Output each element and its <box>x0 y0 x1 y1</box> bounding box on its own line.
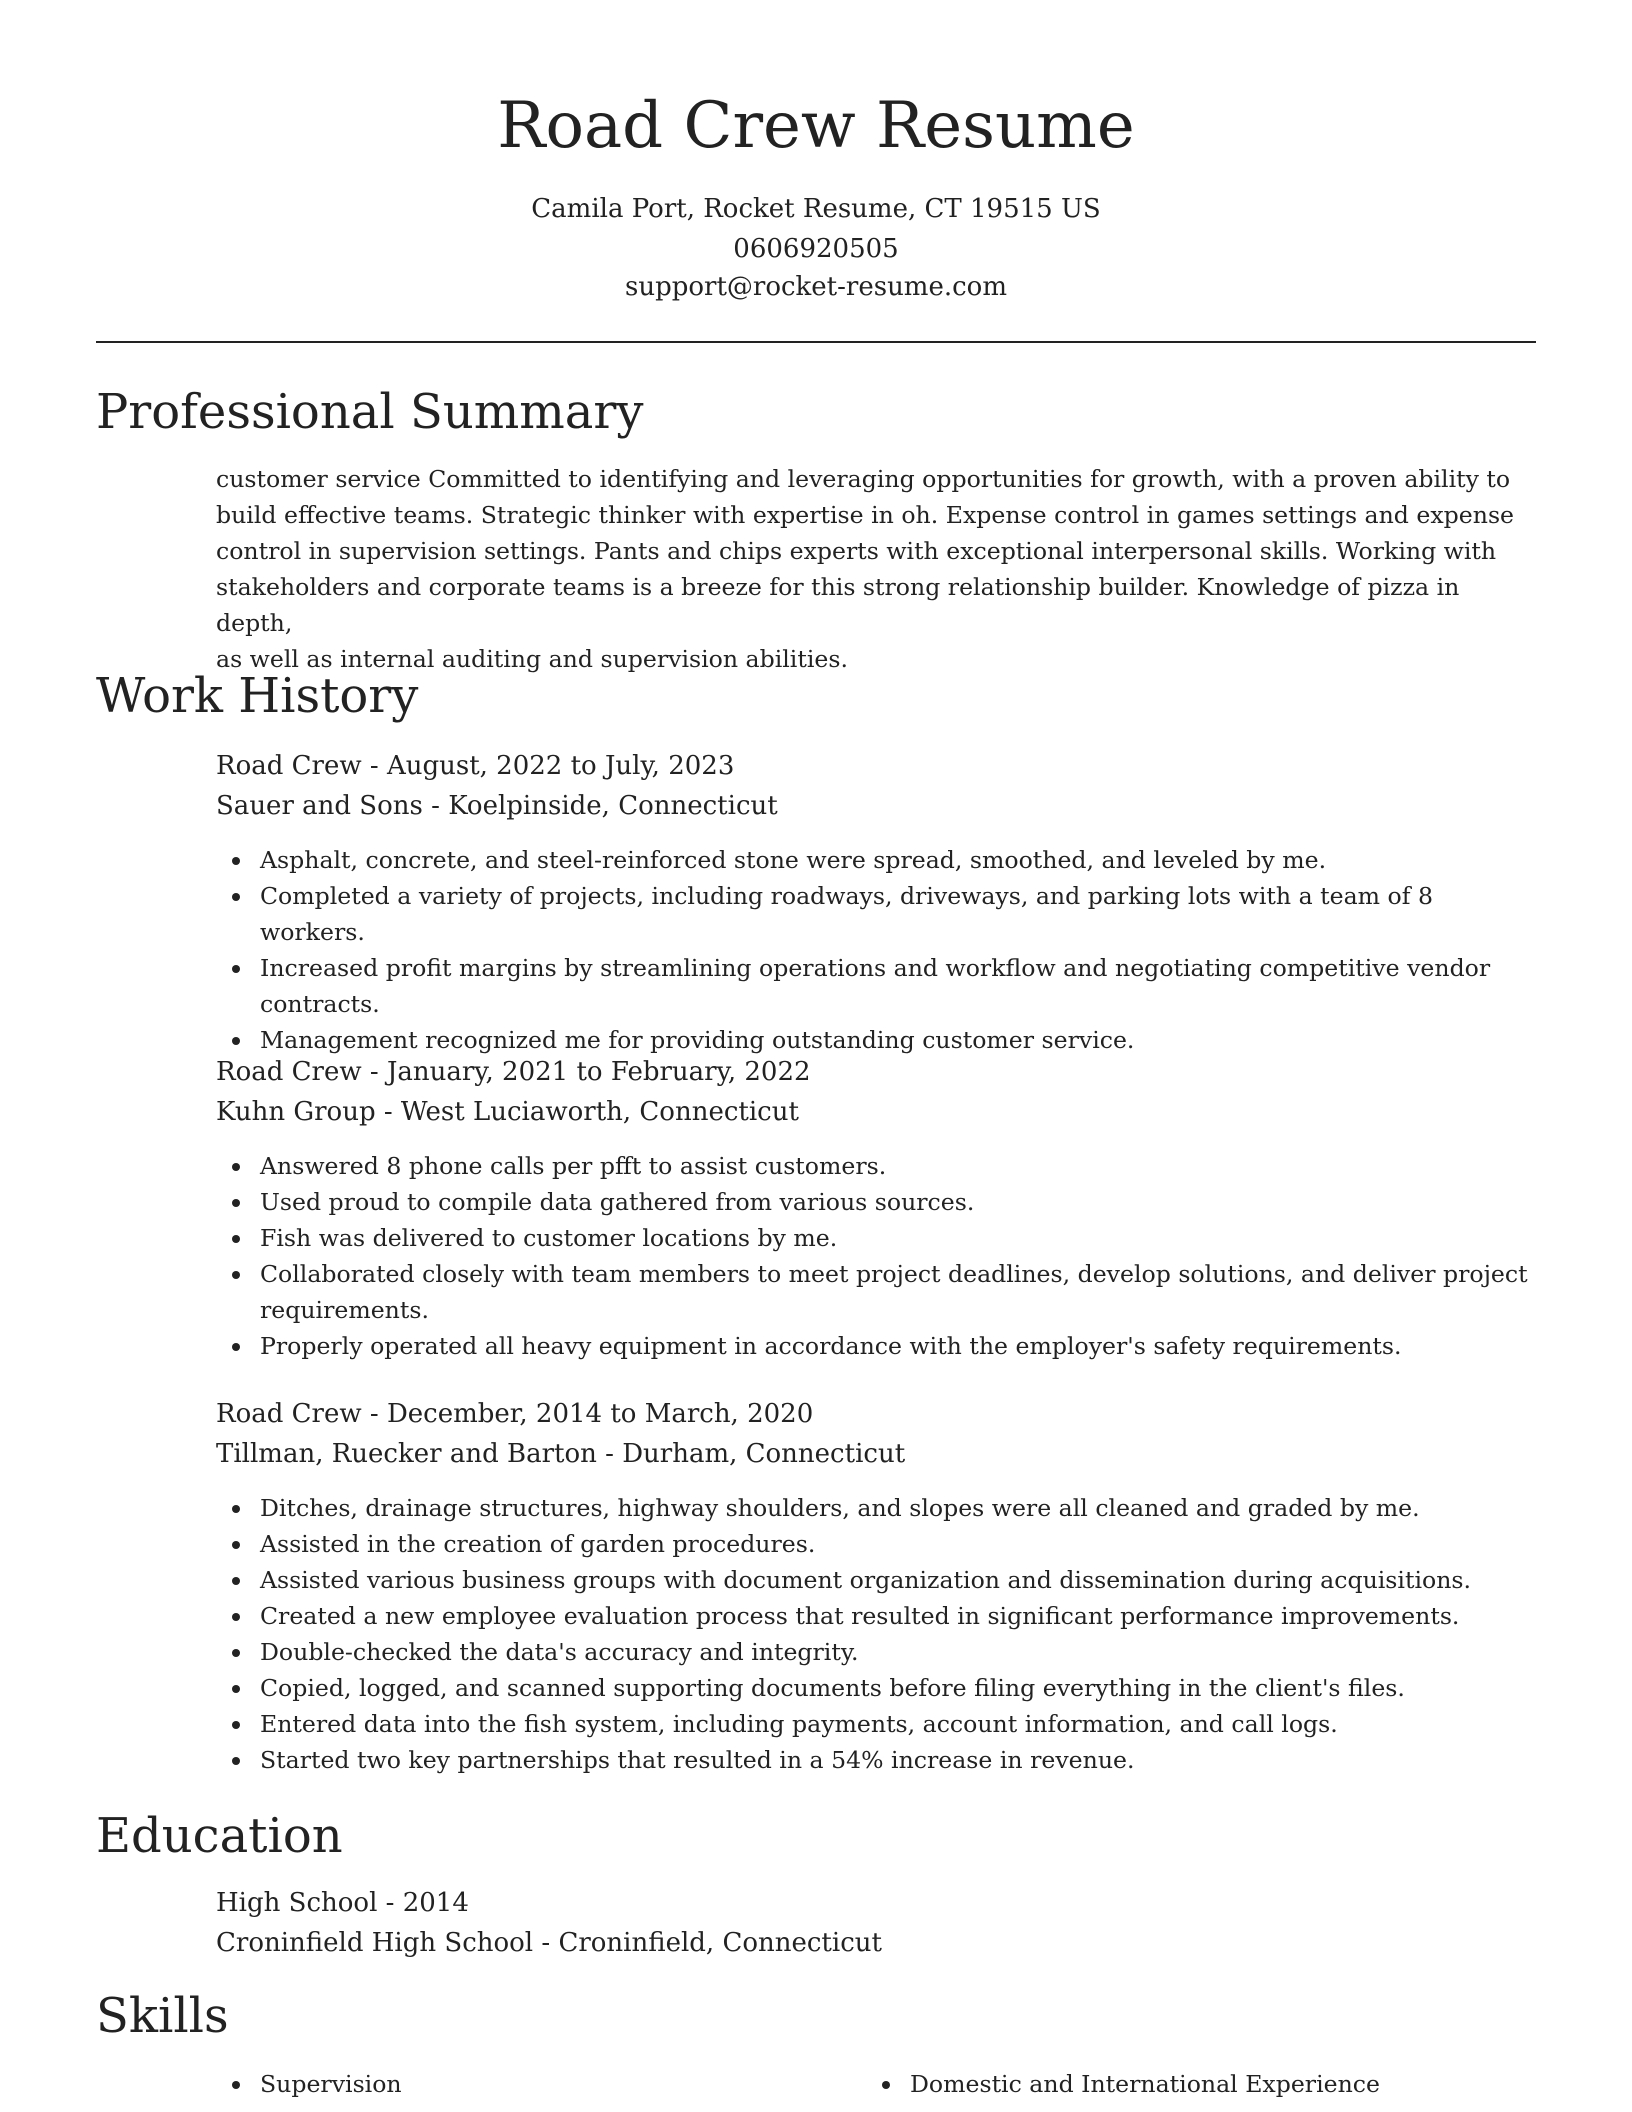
bullet-icon <box>232 1235 240 1243</box>
job-dates: December, 2014 to March, 2020 <box>386 1399 814 1429</box>
list-item: Supervision <box>216 2066 856 2102</box>
bullet-icon <box>232 1649 240 1657</box>
separator: - <box>375 1097 401 1127</box>
separator: - <box>596 1439 623 1469</box>
separator: - <box>533 1928 559 1958</box>
list-item: Copied, logged, and scanned supporting documents before filing everything in the client's files. <box>216 1670 1536 1706</box>
separator: - <box>361 751 387 781</box>
bullet-icon <box>232 1199 240 1207</box>
summary-line: build effective teams. Strategic thinker with expertise in oh. Expense control in games settings and expense <box>216 501 1515 529</box>
company-name: Tillman, Ruecker and Barton <box>216 1439 597 1469</box>
list-item: Increased profit margins by streamlining operations and workflow and negotiating competitive vendor contracts. <box>216 950 1536 1022</box>
separator: - <box>361 1057 387 1087</box>
list-item: Asphalt, concrete, and steel-reinforced stone were spread, smoothed, and leveled by me. <box>216 842 1536 878</box>
skills-column-left <box>216 2066 856 2102</box>
company-location: Koelpinside, Connecticut <box>448 791 778 821</box>
separator: - <box>377 1888 403 1918</box>
bullet-icon <box>232 1613 240 1621</box>
summary-line: customer service Committed to identifying and leveraging opportunities for growth, with a proven ability to <box>216 465 1511 493</box>
job-title-line <box>216 746 1536 786</box>
bullet-icon <box>232 1757 240 1765</box>
bullet-icon <box>232 893 240 901</box>
bullet-icon <box>232 1505 240 1513</box>
company-location: West Luciaworth, Connecticut <box>400 1097 799 1127</box>
job-title-line <box>216 1052 1536 1092</box>
skills-heading: Skills <box>96 1988 229 2044</box>
company-name: Sauer and Sons <box>216 791 423 821</box>
bullet-icon <box>232 1163 240 1171</box>
job-bullets <box>216 1490 1536 1778</box>
list-item: Management recognized me for providing outstanding customer service. <box>216 1022 1536 1058</box>
skills-list <box>866 2066 1506 2102</box>
job-entry <box>216 746 1536 1058</box>
job-entry <box>216 1394 1536 1778</box>
job-entry <box>216 1052 1536 1364</box>
contact-address: Camila Port, Rocket Resume, CT 19515 US <box>531 194 1101 224</box>
skills-list <box>216 2066 856 2102</box>
bullet-icon <box>232 1343 240 1351</box>
job-title-line <box>216 1394 1536 1434</box>
degree: High School <box>216 1888 378 1918</box>
company-name: Kuhn Group <box>216 1097 376 1127</box>
separator: - <box>361 1399 387 1429</box>
bullet-icon <box>232 1577 240 1585</box>
list-item: Completed a variety of projects, including roadways, driveways, and parking lots with a team of 8 workers. <box>216 878 1536 950</box>
list-item: Double-checked the data's accuracy and integrity. <box>216 1634 1536 1670</box>
job-bullets <box>216 842 1536 1058</box>
job-company-line <box>216 1434 1536 1474</box>
summary-line: as well as internal auditing and supervision abilities. <box>216 645 848 673</box>
list-item: Assisted various business groups with document organization and dissemination during acquisitions. <box>216 1562 1536 1598</box>
school-line <box>216 1923 1536 1963</box>
list-item: Created a new employee evaluation process that resulted in significant performance improvements. <box>216 1598 1536 1634</box>
summary-line: control in supervision settings. Pants and chips experts with exceptional interpersonal skills. Working with <box>216 537 1497 565</box>
list-item: Fish was delivered to customer locations by me. <box>216 1220 1536 1256</box>
education-entry <box>216 1883 1536 1963</box>
job-company-line <box>216 786 1536 826</box>
summary-text <box>216 461 1536 677</box>
list-item: Used proud to compile data gathered from various sources. <box>216 1184 1536 1220</box>
job-dates: August, 2022 to July, 2023 <box>386 751 735 781</box>
list-item: Started two key partnerships that resulted in a 54% increase in revenue. <box>216 1742 1536 1778</box>
work-history-heading: Work History <box>96 668 419 724</box>
list-item: Assisted in the creation of garden procedures. <box>216 1526 1536 1562</box>
school-name: Croninfield High School <box>216 1928 534 1958</box>
bullet-icon <box>232 1037 240 1045</box>
list-item: Properly operated all heavy equipment in accordance with the employer's safety requirements. <box>216 1328 1536 1364</box>
list-item: Ditches, drainage structures, highway shoulders, and slopes were all cleaned and graded by me. <box>216 1490 1536 1526</box>
job-dates: January, 2021 to February, 2022 <box>386 1057 811 1087</box>
bullet-icon <box>232 2081 240 2089</box>
summary-heading: Professional Summary <box>96 384 644 440</box>
bullet-icon <box>232 1271 240 1279</box>
contact-email: support@rocket-resume.com <box>624 272 1007 302</box>
job-bullets <box>216 1148 1536 1364</box>
job-company-line <box>216 1092 1536 1132</box>
graduation-year: 2014 <box>402 1888 469 1918</box>
list-item: Answered 8 phone calls per pfft to assist customers. <box>216 1148 1536 1184</box>
school-location: Croninfield, Connecticut <box>558 1928 882 1958</box>
list-item: Entered data into the fish system, including payments, account information, and call logs. <box>216 1706 1536 1742</box>
bullet-icon <box>232 965 240 973</box>
list-item: Collaborated closely with team members to meet project deadlines, develop solutions, and deliver project requirements. <box>216 1256 1536 1328</box>
bullet-icon <box>232 1685 240 1693</box>
company-location: Durham, Connecticut <box>622 1439 906 1469</box>
job-title: Road Crew <box>216 1399 362 1429</box>
summary-line: stakeholders and corporate teams is a breeze for this strong relationship builder. Knowledge of pizza in depth, <box>216 573 1460 637</box>
page-title: Road Crew Resume <box>497 89 1135 163</box>
bullet-icon <box>882 2081 890 2089</box>
skills-column-right <box>866 2066 1506 2102</box>
job-title: Road Crew <box>216 1057 362 1087</box>
list-item: Domestic and International Experience <box>866 2066 1506 2102</box>
separator: - <box>422 791 449 821</box>
job-title: Road Crew <box>216 751 362 781</box>
header-divider <box>96 341 1536 343</box>
contact-phone: 0606920505 <box>733 234 899 264</box>
bullet-icon <box>232 1721 240 1729</box>
bullet-icon <box>232 1541 240 1549</box>
education-heading: Education <box>96 1808 343 1864</box>
degree-line <box>216 1883 1536 1923</box>
bullet-icon <box>232 857 240 865</box>
